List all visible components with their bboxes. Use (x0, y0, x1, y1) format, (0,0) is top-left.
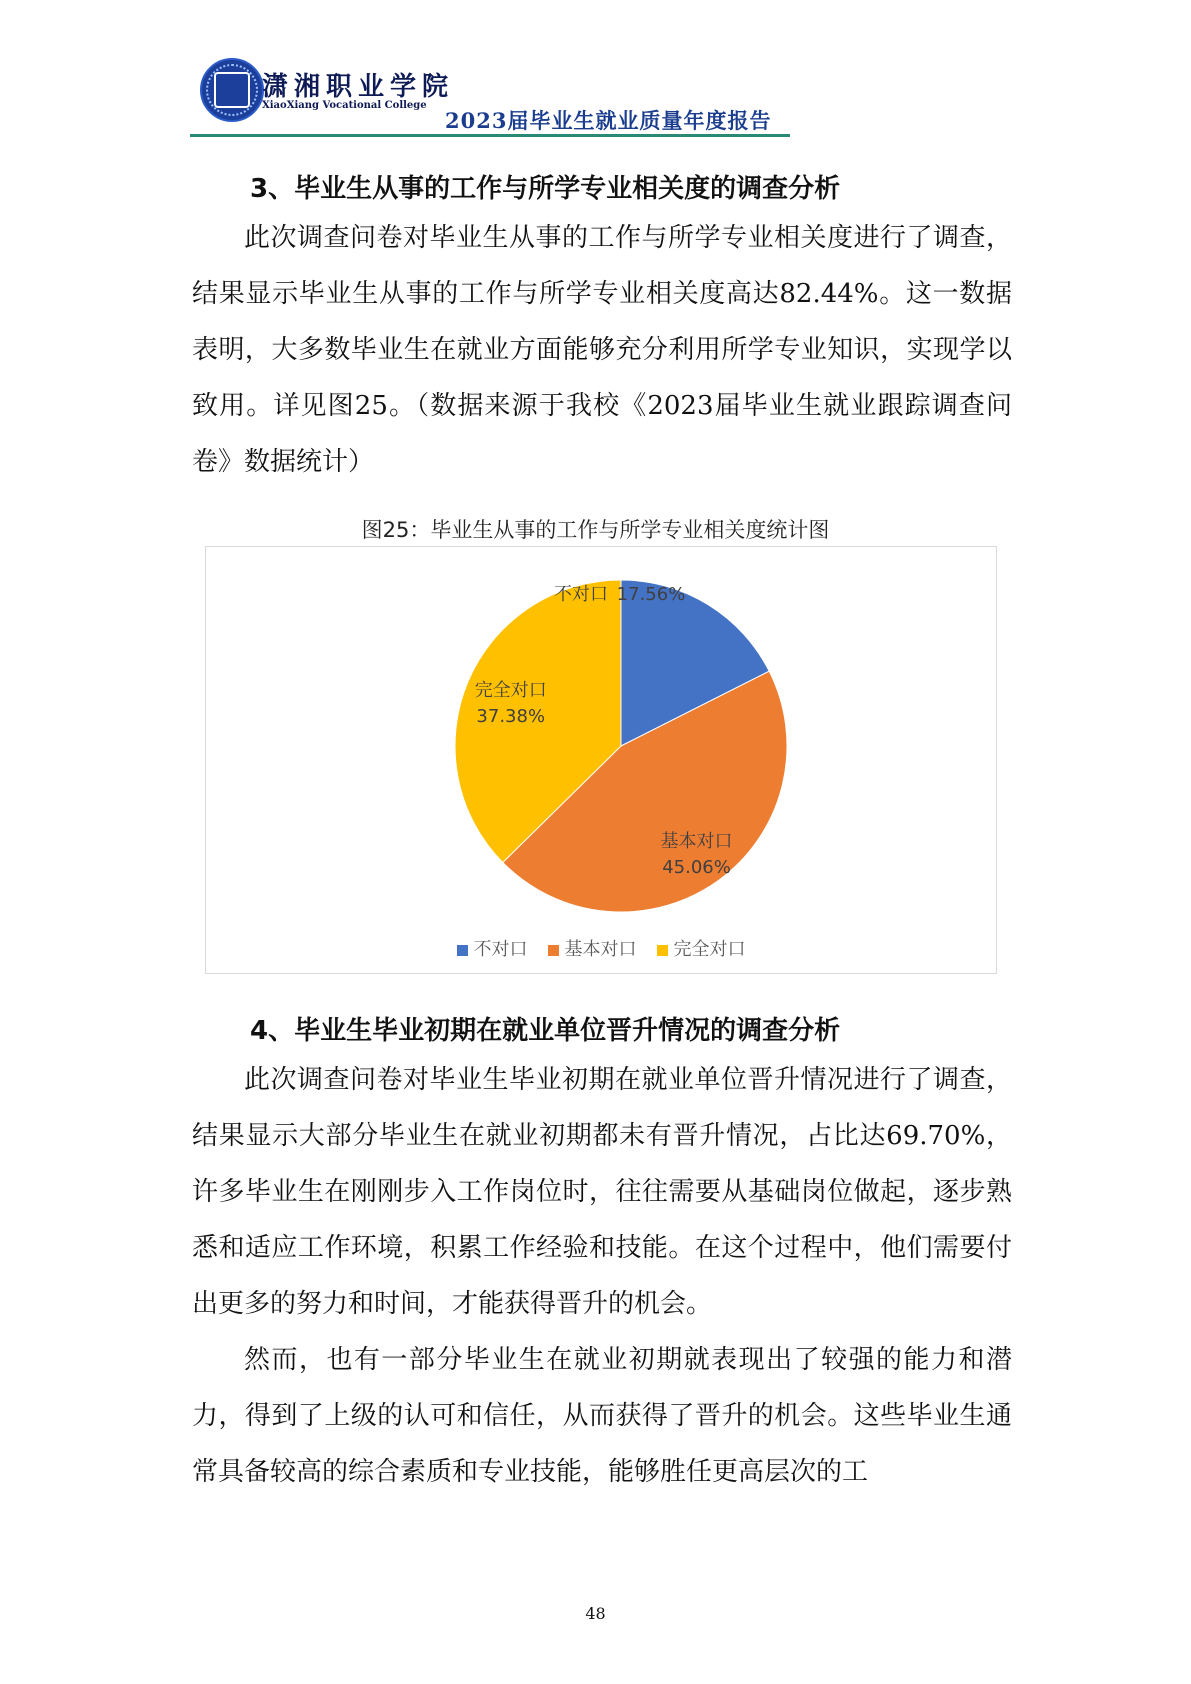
pie-label-category-1: 不对口 (554, 584, 608, 605)
page-header (0, 0, 1191, 140)
section-4-paragraph-2: 然而，也有一部分毕业生在就业初期就表现出了较强的能力和潜力，得到了上级的认可和信任，从而获得了晋升的机会。这些毕业生通常具备较高的综合素质和专业技能，能够胜任更高层次的工 (192, 1345, 1012, 1487)
pie-slices (455, 580, 787, 912)
legend-swatch-2 (548, 945, 559, 956)
school-name-english: XiaoXiang Vocational College (262, 100, 427, 111)
pie-chart-canvas (206, 547, 996, 973)
section-4-heading: 4、毕业生毕业初期在就业单位晋升情况的调查分析 (250, 1016, 841, 1046)
chart-legend (206, 935, 996, 961)
pie-label-value-3: 37.38% (476, 705, 546, 727)
pie-label-category-2: 基本对口 (660, 831, 733, 853)
pie-label-category-3: 完全对口 (474, 679, 547, 701)
legend-item-2 (548, 935, 637, 961)
page-number: 48 (585, 1604, 606, 1623)
college-logo-icon (200, 58, 264, 122)
legend-label-3: 完全对口 (673, 939, 746, 960)
legend-label-2: 基本对口 (564, 939, 637, 960)
pie-label-value-1: 17.56% (616, 584, 686, 605)
report-title: 2023届毕业生就业质量年度报告 (445, 108, 772, 133)
section-3-heading: 3、毕业生从事的工作与所学专业相关度的调查分析 (250, 174, 841, 204)
legend-label-1: 不对口 (473, 939, 528, 960)
school-name: 潇湘职业学院 (262, 72, 455, 102)
legend-item-3 (657, 935, 746, 961)
logo-emblem (214, 72, 250, 108)
pie-label-value-2: 45.06% (662, 857, 731, 879)
legend-swatch-3 (657, 945, 668, 956)
section-4-paragraph-1: 此次调查问卷对毕业生毕业初期在就业单位晋升情况进行了调查，结果显示大部分毕业生在就业初期都未有晋升情况，占比达69.70%，许多毕业生在刚刚步入工作岗位时，往往需要从基础岗位做起，逐步熟悉和适应工作环境，积累工作经验和技能。在这个过程中，他们需要付出更多的努力和时间，才能获得晋升的机会。 (192, 1065, 1012, 1319)
figure-caption: 图25：毕业生从事的工作与所学专业相关度统计图 (361, 518, 830, 542)
header-divider (190, 134, 790, 137)
legend-swatch-1 (457, 945, 468, 956)
section-3-paragraph: 此次调查问卷对毕业生从事的工作与所学专业相关度进行了调查，结果显示毕业生从事的工作与所学专业相关度高达82.44%。这一数据表明，大多数毕业生在就业方面能够充分利用所学专业知识，实现学以致用。详见图25。（数据来源于我校《2023届毕业生就业跟踪调查问卷》数据统计） (192, 223, 1012, 477)
legend-item-1 (457, 935, 528, 961)
pie-chart (205, 546, 997, 974)
